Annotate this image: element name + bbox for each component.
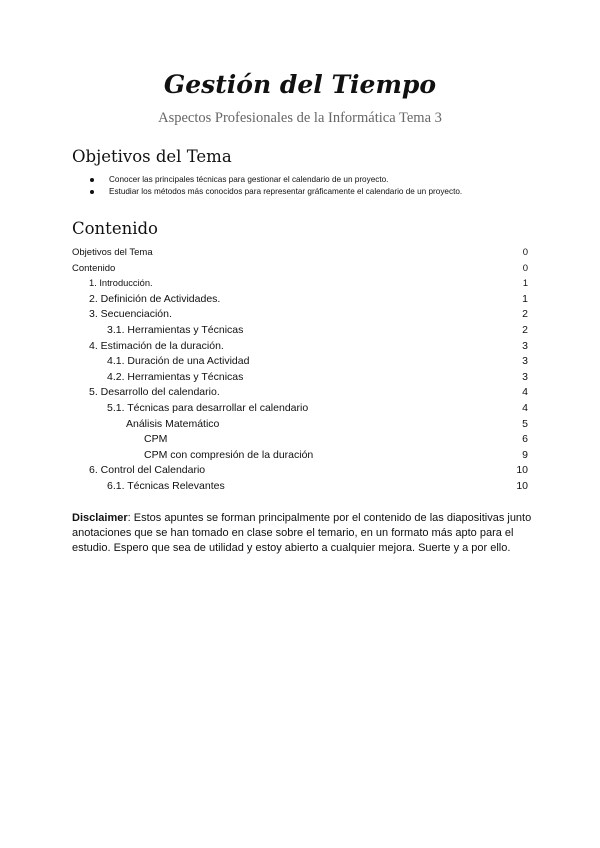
toc-entry-label: Análisis Matemático (126, 417, 220, 430)
toc-entry[interactable] (72, 385, 528, 401)
toc-entry[interactable] (72, 339, 528, 355)
toc-entry-label: 1. Introducción. (89, 278, 153, 289)
toc-entry-label: 2. Definición de Actividades. (89, 292, 221, 305)
toc-entry[interactable] (72, 479, 528, 495)
toc-entry[interactable] (72, 276, 528, 292)
toc-entry[interactable] (72, 432, 528, 448)
toc-entry-label: 6.1. Técnicas Relevantes (107, 479, 225, 492)
toc-entry-page: 10 (516, 479, 528, 492)
disclaimer-label: Disclaimer (72, 512, 128, 524)
toc-entry-page: 0 (522, 247, 528, 258)
toc-entry-page: 3 (522, 355, 528, 368)
toc-entry-label: 4.1. Duración de una Actividad (107, 355, 250, 368)
toc-entry-label: 3. Secuenciación. (89, 308, 172, 321)
toc-entry-label: 5. Desarrollo del calendario. (89, 386, 220, 399)
toc-entry-label: CPM (144, 433, 168, 446)
bullet-icon (90, 190, 94, 194)
objective-item (90, 174, 462, 186)
toc-entry-page: 1 (522, 278, 528, 289)
toc-entry[interactable] (72, 448, 528, 464)
objectives-list (90, 174, 462, 198)
toc-entry-page: 0 (522, 262, 528, 274)
document-subtitle: Aspectos Profesionales de la Informática Tema 3 (158, 110, 442, 126)
toc-entry-page: 1 (522, 292, 528, 305)
toc-entry-label: Objetivos del Tema (72, 247, 153, 258)
toc-entry-page: 5 (522, 417, 528, 430)
toc-entry-page: 9 (522, 448, 528, 461)
disclaimer-text: : Estos apuntes se forman principalmente por el contenido de las diapositivas junto anotaciones que se han tomado en clase sobre el temario, en un formato más apto para el estudio. Espero que sea de utilidad y estoy abierto a cualquier mejora. Suerte y a por ello. (72, 512, 532, 555)
toc-entry-page: 2 (522, 308, 528, 321)
toc-entry-label: 5.1. Técnicas para desarrollar el calendario (107, 401, 309, 414)
objectives-heading: Objetivos del Tema (72, 147, 232, 166)
toc-entry[interactable] (72, 292, 528, 308)
disclaimer-paragraph (72, 511, 534, 557)
document-title: Gestión del Tiempo (163, 70, 437, 99)
toc-entry-page: 6 (522, 433, 528, 446)
toc-entry-page: 10 (516, 464, 528, 477)
toc-entry[interactable] (72, 401, 528, 417)
toc-entry[interactable] (72, 261, 528, 277)
table-of-contents (72, 245, 528, 495)
toc-entry-label: CPM con compresión de la duración (144, 448, 314, 461)
toc-entry[interactable] (72, 307, 528, 323)
toc-entry-page: 4 (522, 401, 528, 414)
toc-entry[interactable] (72, 370, 528, 386)
toc-entry-label: 4.2. Herramientas y Técnicas (107, 370, 244, 383)
objective-text: Estudiar los métodos más conocidos para representar gráficamente el calendario de un proyecto. (109, 187, 463, 196)
toc-entry-page: 3 (522, 339, 528, 352)
toc-entry[interactable] (72, 354, 528, 370)
toc-entry-label: 3.1. Herramientas y Técnicas (107, 323, 244, 336)
toc-entry[interactable] (72, 463, 528, 479)
bullet-icon (90, 178, 94, 182)
toc-entry-label: Contenido (72, 262, 116, 274)
toc-entry[interactable] (72, 245, 528, 261)
toc-entry[interactable] (72, 417, 528, 433)
objective-text: Conocer las principales técnicas para gestionar el calendario de un proyecto. (109, 175, 389, 184)
toc-entry-label: 4. Estimación de la duración. (89, 339, 224, 352)
toc-entry-page: 4 (522, 386, 528, 399)
toc-entry-label: 6. Control del Calendario (89, 464, 206, 477)
objective-item (90, 186, 462, 198)
contents-heading: Contenido (72, 219, 158, 238)
toc-entry[interactable] (72, 323, 528, 339)
toc-entry-page: 3 (522, 370, 528, 383)
toc-entry-page: 2 (522, 323, 528, 336)
